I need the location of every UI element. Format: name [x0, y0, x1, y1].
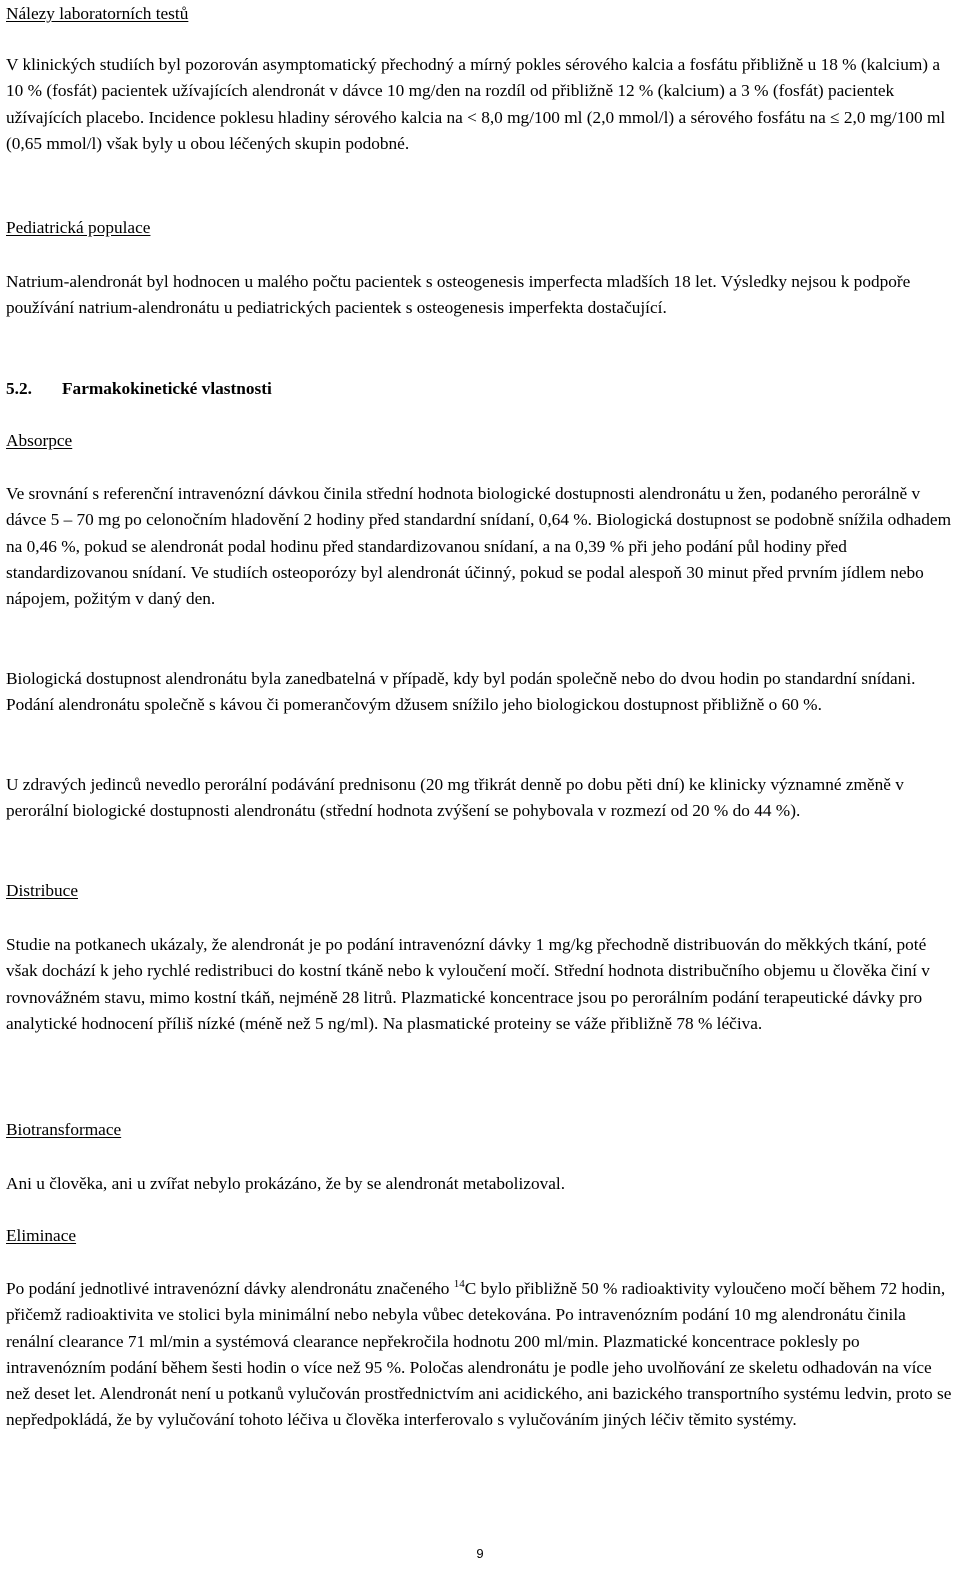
absorption-title: Absorpce	[6, 431, 73, 450]
pk-heading	[6, 376, 954, 402]
lab-findings-title: Nálezy laboratorních testů	[6, 4, 189, 23]
pk-section-heading	[6, 376, 954, 402]
elimination-heading	[6, 1223, 954, 1249]
absorption-paragraph-1: Ve srovnání s referenční intravenózní dávkou činila střední hodnota biologické dostupnosti alendronátu u žen, podaného perorálně v dávce 5 – 70 mg po celonočním hladovění 2 hodiny před standardní snídaní, 0,64 %. Biologická dostupnost se podobně snížila odhadem na 0,46 %, pokud se alendronát podal hodinu před standardizovanou snídaní, a na 0,39 % při jeho podání půl hodiny před standardizovanou snídaní. Ve studiích osteoporózy byl alendronát účinný, pokud se podal alespoň 30 minut před prvním jídlem nebo nápojem, požitým v daný den.	[6, 484, 952, 609]
elimination-text-start: Po podání jednotlivé intravenózní dávky alendronátu značeného	[6, 1279, 454, 1298]
absorption-section-1	[6, 481, 954, 612]
lab-findings-section	[6, 52, 954, 157]
absorption-heading	[6, 428, 954, 454]
pediatric-section	[6, 269, 954, 322]
isotope-mass-number: 14	[453, 1278, 465, 1290]
absorption-paragraph-2: Biologická dostupnost alendronátu byla zanedbatelná v případě, kdy byl podán společně nebo do dvou hodin po standardní snídani. Podání alendronátu společně s kávou či pomerančovým džusem snížilo jeho biologickou dostupnost přibližně o 60 %.	[6, 669, 916, 715]
biotransformation-section	[6, 1171, 954, 1197]
elimination-paragraph	[6, 1276, 954, 1434]
biotransformation-title: Biotransformace	[6, 1120, 122, 1139]
page-number: 9	[476, 1546, 484, 1561]
pk-section-title: Farmakokinetické vlastnosti	[62, 379, 272, 398]
elimination-title: Eliminace	[6, 1226, 77, 1245]
elimination-text-rest: C bylo přibližně 50 % radioaktivity vyloučeno močí během 72 hodin, přičemž radioaktivita ve stolici byla minimální nebo nebyla vůbec detekována. Po intravenózním podání 10 mg alendronátu činila renální clearance 71 ml/min a systémová clearance nepřekročila hodnotu 200 ml/min. Plazmatické koncentrace poklesly po intravenózním podání během šesti hodin o více než 95 %. Poločas alendronátu je podle jeho uvolňování ze skeletu odhadován na více než deset let. Alendronát není u potkanů vylučován prostřednictvím ani acidického, ani bazického transportního systému ledvin, proto se nepředpokládá, že by vylučování tohoto léčiva u člověka interferovalo s vylučováním jiných léčiv těmito systémy.	[6, 1279, 952, 1430]
absorption-section-2	[6, 666, 954, 719]
distribution-heading	[6, 878, 954, 904]
distribution-paragraph: Studie na potkanech ukázaly, že alendronát je po podání intravenózní dávky 1 mg/kg přechodně distribuován do měkkých tkání, poté však dochází k jeho rychlé redistribuci do kostní tkáně nebo k vyloučení močí. Střední hodnota distribučního objemu u člověka činí v rovnovážném stavu, mimo kostní tkáň, nejméně 28 litrů. Plazmatické koncentrace jsou po perorálním podání terapeutické dávky pro analytické hodnocení příliš nízké (méně než 5 ng/ml). Na plasmatické proteiny se váže přibližně 78 % léčiva.	[6, 935, 930, 1033]
pediatric-paragraph: Natrium-alendronát byl hodnocen u malého počtu pacientek s osteogenesis imperfecta mladších 18 let. Výsledky nejsou k podpoře používání natrium-alendronátu u pediatrických pacientek s osteogenesis imperfekta dostačující.	[6, 272, 911, 318]
distribution-section	[6, 932, 954, 1037]
distribution-title: Distribuce	[6, 881, 78, 900]
absorption-section-3	[6, 772, 954, 825]
pediatric-title: Pediatrická populace	[6, 218, 151, 237]
elimination-section	[6, 1276, 954, 1434]
pediatric-heading	[6, 215, 954, 241]
biotransformation-paragraph: Ani u člověka, ani u zvířat nebylo prokázáno, že by se alendronát metabolizoval.	[6, 1174, 566, 1193]
absorption-paragraph-3: U zdravých jedinců nevedlo perorální podávání prednisonu (20 mg třikrát denně po dobu pěti dní) ke klinicky významné změně v perorální biologické dostupnosti alendronátu (střední hodnota zvýšení se pohybovala v rozmezí od 20 % do 44 %).	[6, 775, 904, 821]
biotransformation-heading	[6, 1117, 954, 1143]
lab-findings-heading	[6, 1, 954, 27]
lab-findings-paragraph: V klinických studiích byl pozorován asymptomatický přechodný a mírný pokles sérového kalcia a fosfátu přibližně u 18 % (kalcium) a 10 % (fosfát) pacientek užívajících alendronát v dávce 10 mg/den na rozdíl od přibližně 12 % (kalcium) a 3 % (fosfát) pacientek užívajících placebo. Incidence poklesu hladiny sérového kalcia na < 8,0 mg/100 ml (2,0 mmol/l) a sérového fosfátu na ≤ 2,0 mg/100 ml (0,65 mmol/l) však byly u obou léčených skupin podobné.	[6, 55, 946, 153]
pk-section-number: 5.2.	[6, 379, 32, 398]
